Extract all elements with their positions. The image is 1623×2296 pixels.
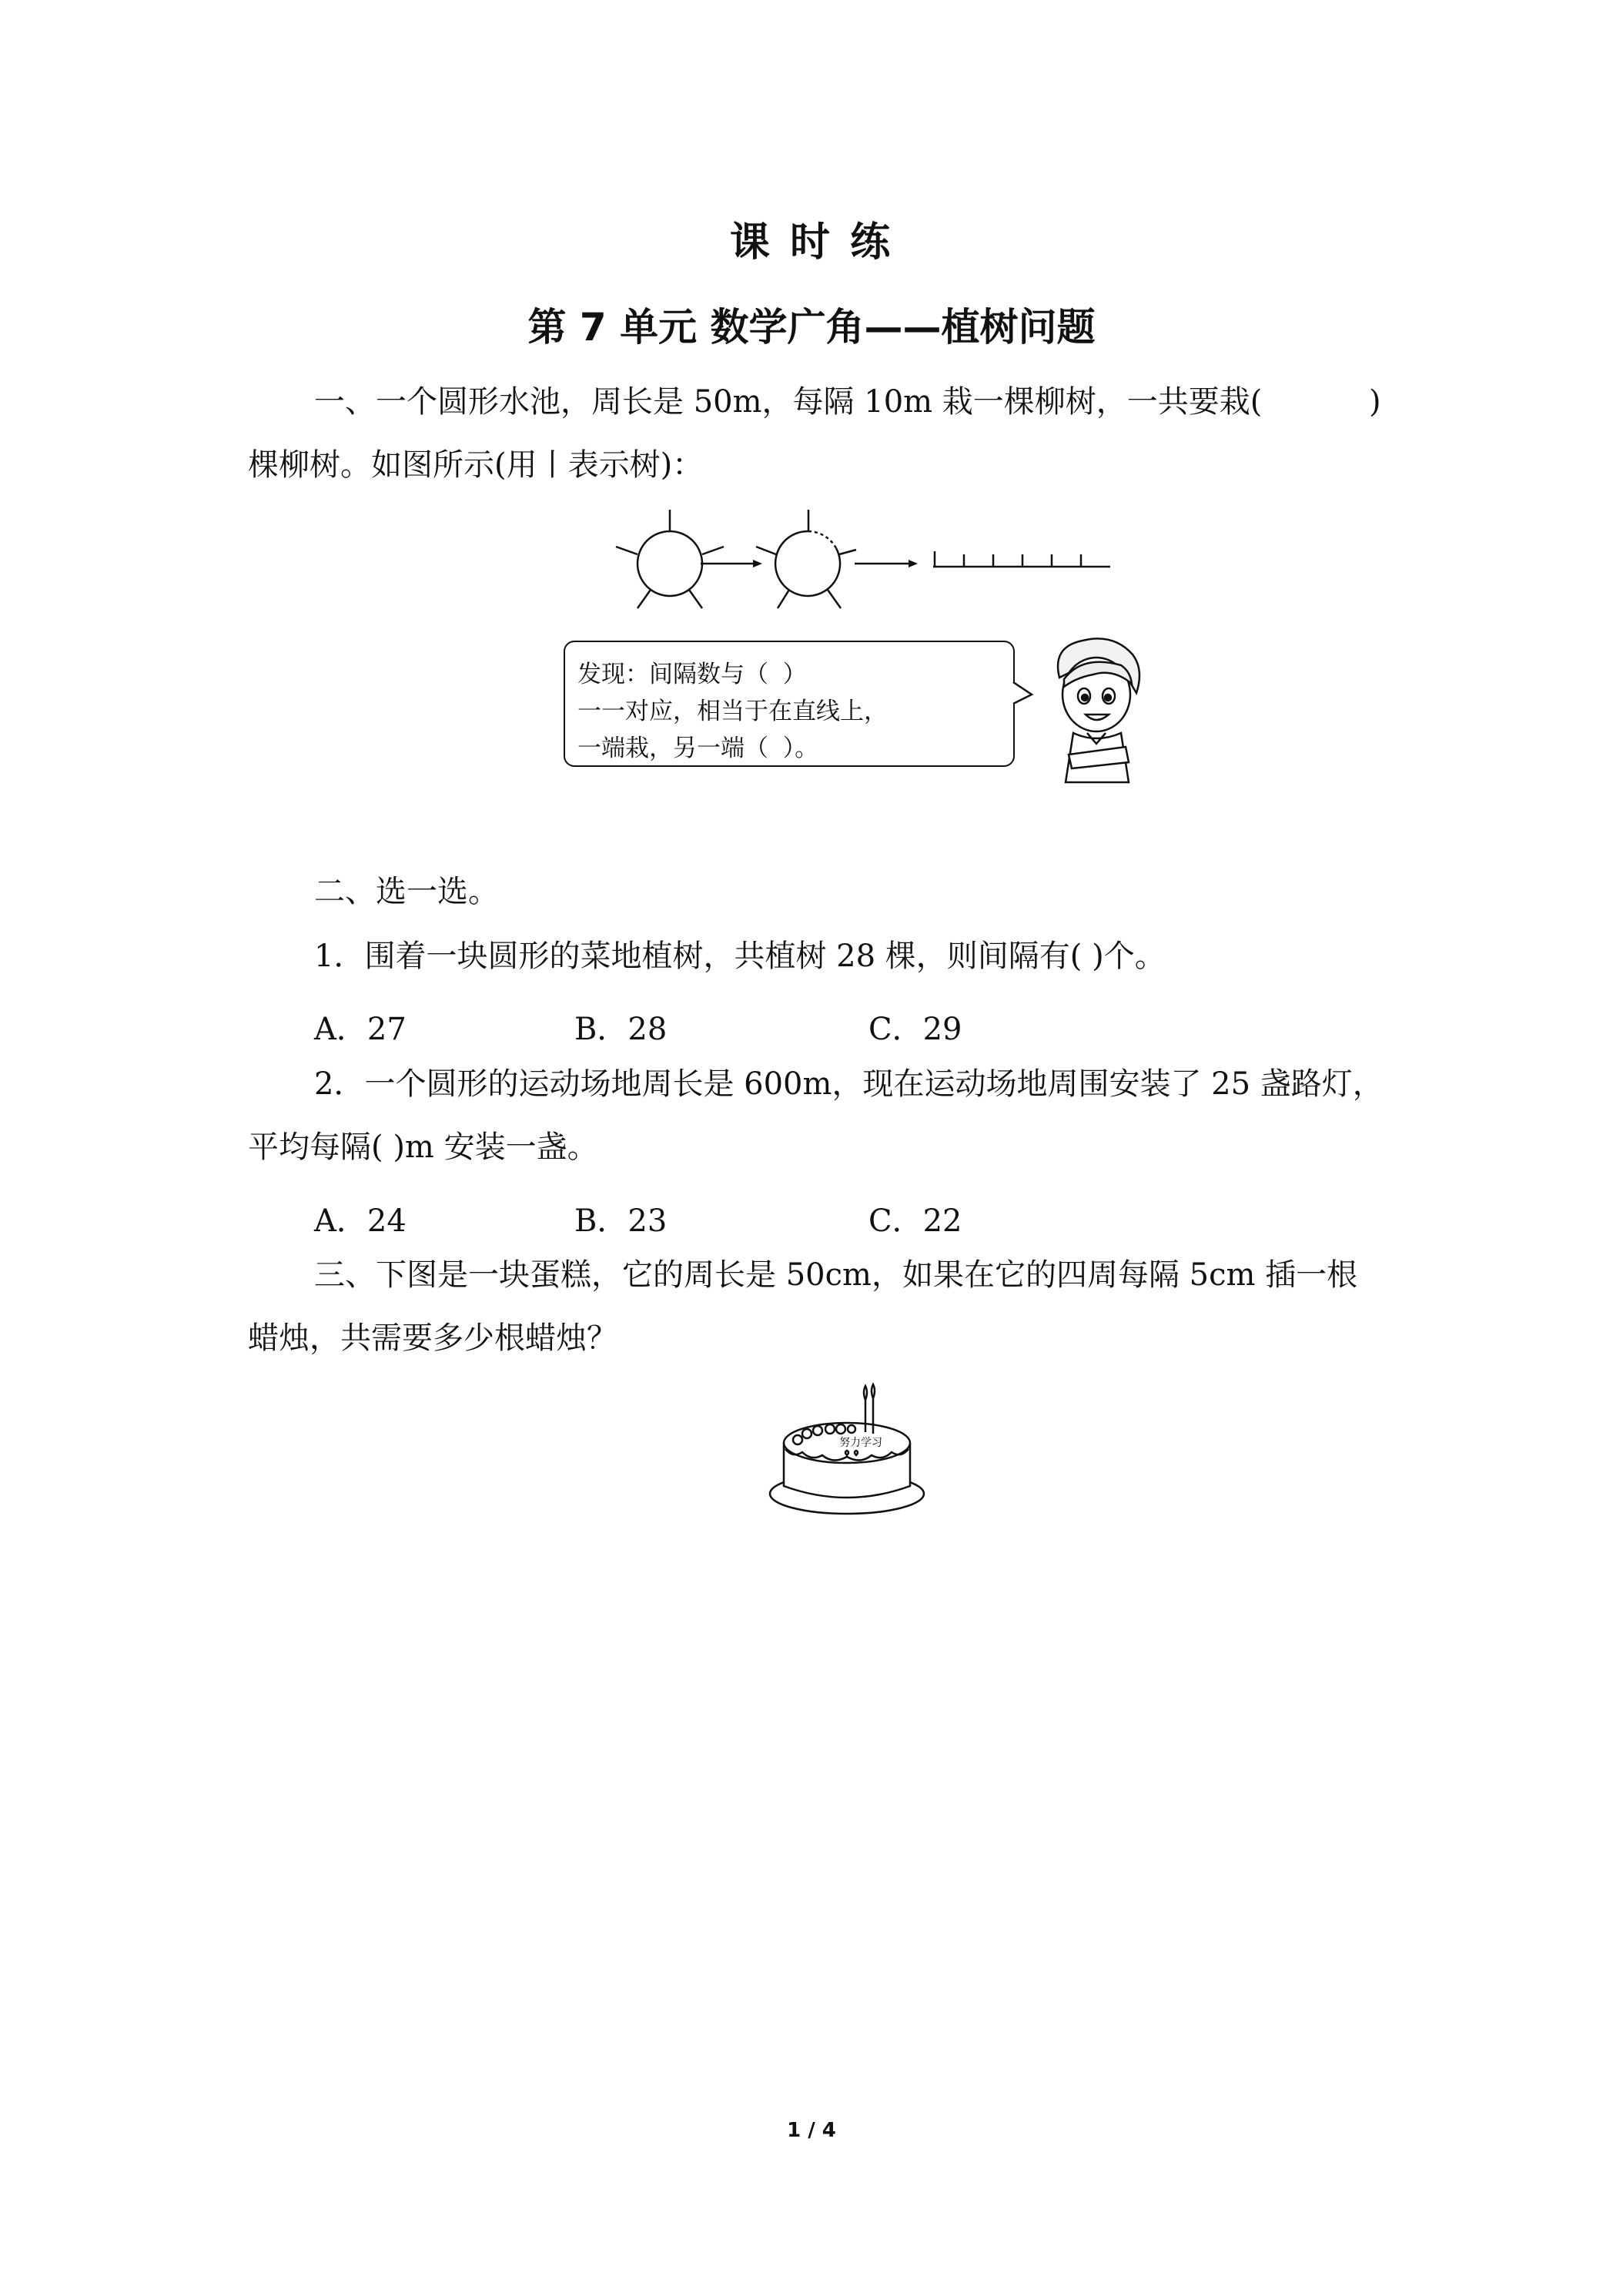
q2-heading: 二、选一选。 <box>314 874 499 909</box>
cake-icon <box>762 1378 932 1517</box>
q3-line1: 三、下图是一块蛋糕，它的周长是 50cm，如果在它的四周每隔 5cm 插一根 <box>314 1257 1358 1293</box>
q3-line2: 蜡烛，共需要多少根蜡烛？ <box>248 1320 617 1356</box>
q1-line1: 一、一个圆形水池，周长是 50m，每隔 10m 栽一棵柳树，一共要栽( <box>314 384 1263 420</box>
q2-item2-option-c[interactable]: C．22 <box>868 1203 962 1239</box>
pond-circle <box>637 531 702 596</box>
q2-item2-option-a[interactable]: A．24 <box>314 1203 407 1239</box>
speech-line-1: 发现：间隔数与（ ） <box>577 661 807 688</box>
page-number: 1 / 4 <box>787 2119 836 2142</box>
discovery-speech-box <box>564 641 1015 767</box>
q2-item1-option-a[interactable]: A．27 <box>314 1012 407 1047</box>
page-subtitle: 第 7 单元 数学广角——植树问题 <box>527 305 1096 350</box>
cake-text: 努力学习 <box>839 1437 882 1449</box>
q1-line1-end: ) <box>1369 384 1381 420</box>
q1-line2: 棵柳树。如图所示(用丨表示树)： <box>248 447 704 483</box>
q2-item2-text: 2．一个圆形的运动场地周长是 600m，现在运动场地周围安装了 25 盏路灯， <box>314 1066 1384 1102</box>
q2-item1-text: 1．围着一块圆形的菜地植树，共植树 28 棵，则间隔有( )个。 <box>314 939 1166 974</box>
q2-item2-text-cont: 平均每隔( )m 安装一盏。 <box>248 1130 598 1165</box>
speech-line-2: 一一对应，相当于在直线上， <box>577 698 888 725</box>
q2-item1-option-c[interactable]: C．29 <box>868 1012 962 1047</box>
boy-illustration-icon <box>1029 631 1167 785</box>
tree-circle-diagram <box>585 493 1124 624</box>
opened-circle <box>775 531 840 596</box>
q2-item1-option-b[interactable]: B．28 <box>574 1012 668 1047</box>
page-title: 课 时 练 <box>729 219 894 266</box>
q2-item2-option-b[interactable]: B．23 <box>574 1203 668 1239</box>
speech-line-3: 一端栽，另一端（ ）。 <box>577 735 819 762</box>
